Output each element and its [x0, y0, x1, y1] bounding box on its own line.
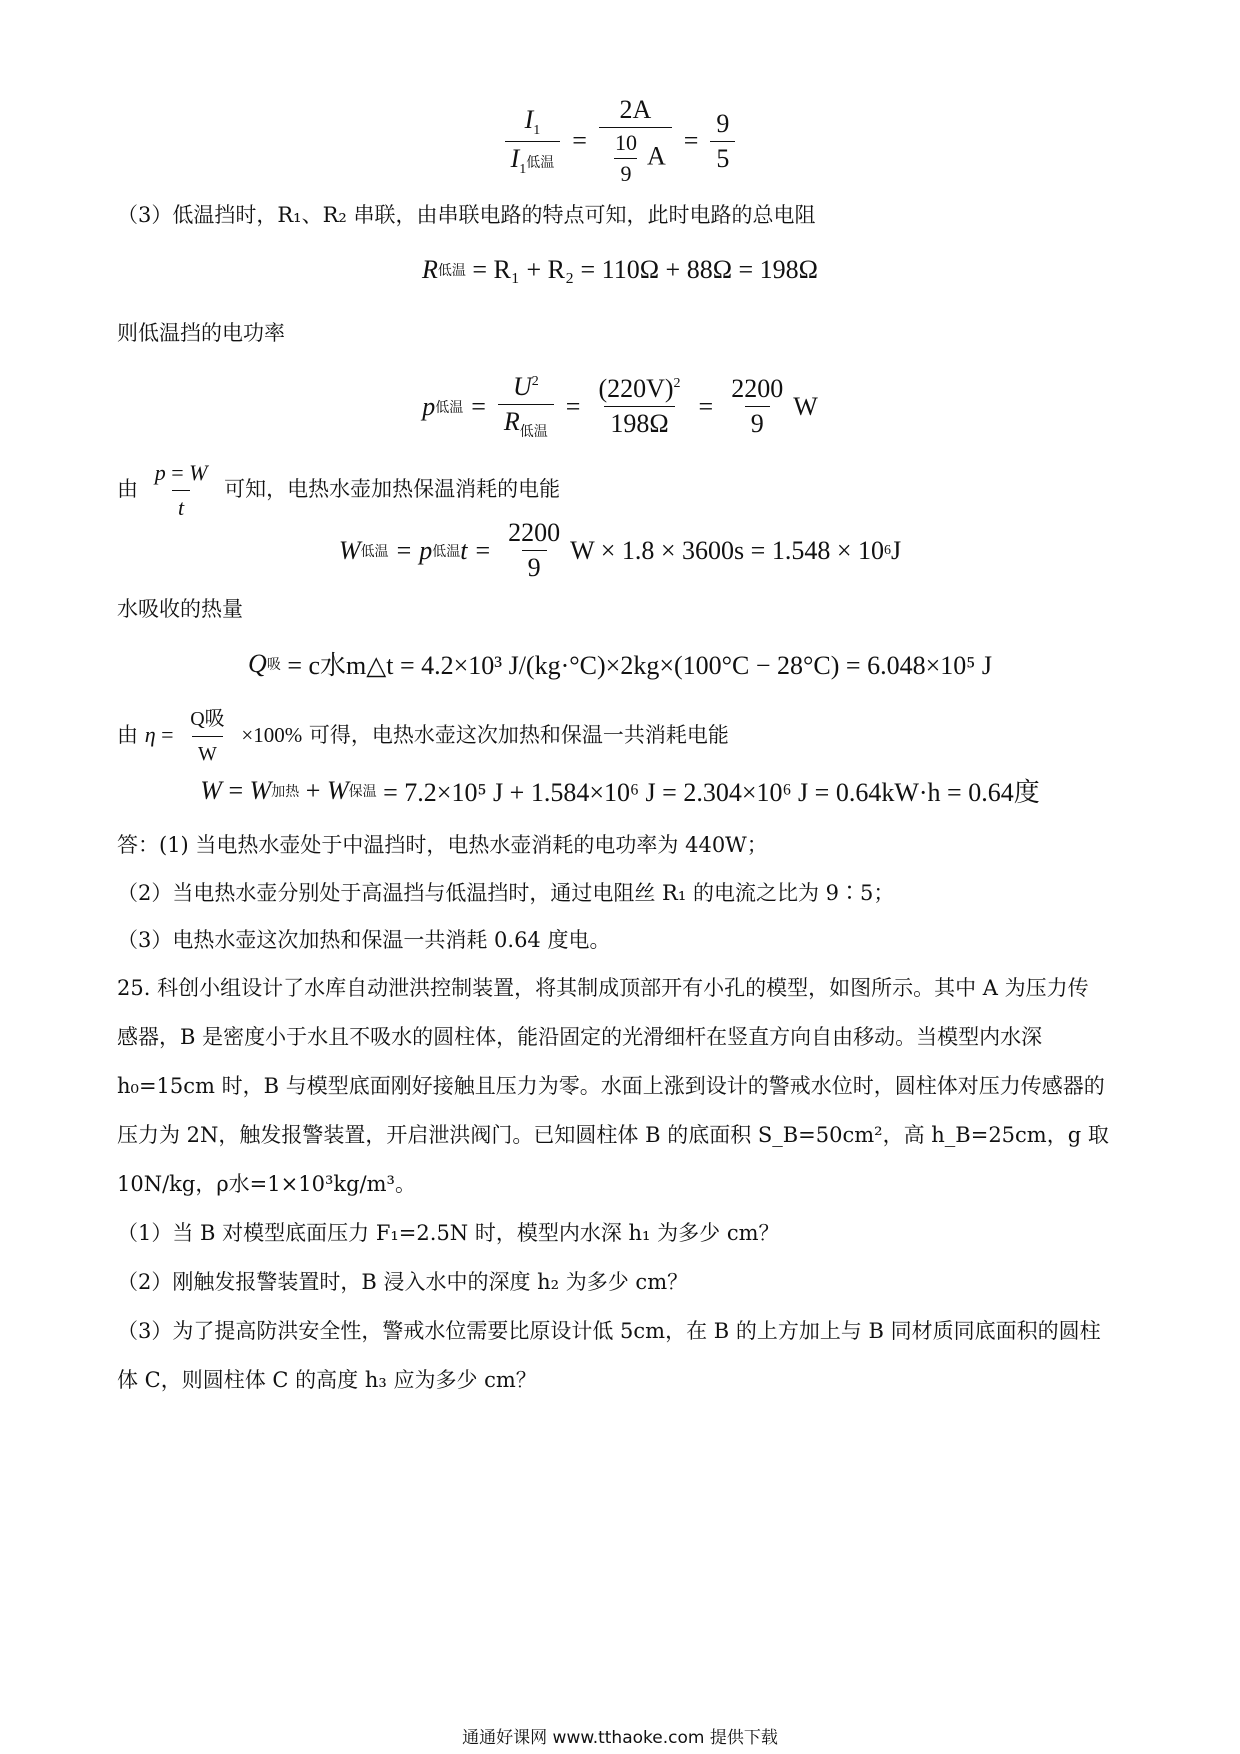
subquestion-1: （1）当 B 对模型底面压力 F₁=2.5N 时，模型内水深 h₁ 为多少 cm？ [117, 1221, 780, 1245]
text-line: 由 $\frac{p = W}{t}$ 可知，电热水壶加热保温消耗的电能 [117, 458, 1127, 523]
text-line: （3）低温挡时，R₁、R₂ 串联，由串联电路的特点可知，此时电路的总电阻 [117, 203, 816, 227]
question-25-line: h₀=15cm 时，B 与模型底面刚好接触且压力为零。水面上涨到设计的警戒水位时，圆柱体对压力传感器的 [117, 1074, 1105, 1098]
answer-line: （3）电热水壶这次加热和保温一共消耗 0.64 度电。 [117, 928, 611, 952]
answer-line: 答：(1) 当电热水壶处于中温挡时，电热水壶消耗的电功率为 440W； [117, 833, 768, 857]
subquestion-2: （2）刚触发报警装置时，B 浸入水中的深度 h₂ 为多少 cm？ [117, 1270, 689, 1294]
equation-current-ratio: $\frac{I_1}{I_1低温}$ = 2A $\frac{10}{9}$ A = $\frac{9}{5}$ [0, 95, 1240, 187]
question-25-line: 压力为 2N，触发报警装置，开启泄洪阀门。已知圆柱体 B 的底面积 S_B=50cm²，高 h_B=25cm，g 取 [117, 1123, 1109, 1147]
subquestion-3-cont: 体 C，则圆柱体 C 的高度 h₃ 应为多少 cm？ [117, 1368, 537, 1392]
text-line: 水吸收的热量 [117, 597, 243, 621]
question-25-line: 10N/kg，ρ水=1×10³kg/m³。 [117, 1172, 416, 1196]
question-25-line: 25. 科创小组设计了水库自动泄洪控制装置，将其制成顶部开有小孔的模型，如图所示。其中 A 为压力传 [117, 976, 1089, 1000]
page-footer: 通通好课网 www.tthaoke.com 提供下载 [462, 1728, 778, 1748]
equation-total-energy: W = W 加热 + W 保温 = 7.2×10⁵ J + 1.584×10⁶ J = 2.304×10⁶ J = 0.64kW·h = 0.64度 [200, 775, 1040, 807]
equation-energy-low: W 低温 = p 低温 t = $\frac{2200}{9}$ W × 1.8 × 3600s = 1.548 × 10 6 J [338, 518, 902, 582]
equation-total-resistance: R 低温 = R₁ + R₂ = 110Ω + 88Ω = 198Ω [421, 255, 819, 284]
question-25-line: 感器，B 是密度小于水且不吸水的圆柱体，能沿固定的光滑细杆在竖直方向自由移动。当模型内水深 [117, 1025, 1043, 1049]
text-line: 则低温挡的电功率 [117, 321, 285, 345]
answer-line: （2）当电热水壶分别处于高温挡与低温挡时，通过电阻丝 R₁ 的电流之比为 9∶5； [117, 881, 895, 905]
equation-low-power: p 低温 = $\frac{U^2}{R_{低温}}$ = $\frac{(220V)^2}{198\Omega}$ = $\frac{2200}{9}$ W [422, 372, 818, 440]
text-line: 由 η = $\frac{\text{Q吸}}{W}$ ×100% 可得，电热水壶这次加热和保温一共消耗电能 [117, 704, 1127, 769]
subquestion-3: （3）为了提高防洪安全性，警戒水位需要比原设计低 5cm，在 B 的上方加上与 B 同材质同底面积的圆柱 [117, 1319, 1101, 1343]
equation-heat-absorbed: Q 吸 = c水m△t = 4.2×10³ J/(kg·°C)×2kg×(100°C − 28°C) = 6.048×10⁵ J [248, 648, 992, 680]
